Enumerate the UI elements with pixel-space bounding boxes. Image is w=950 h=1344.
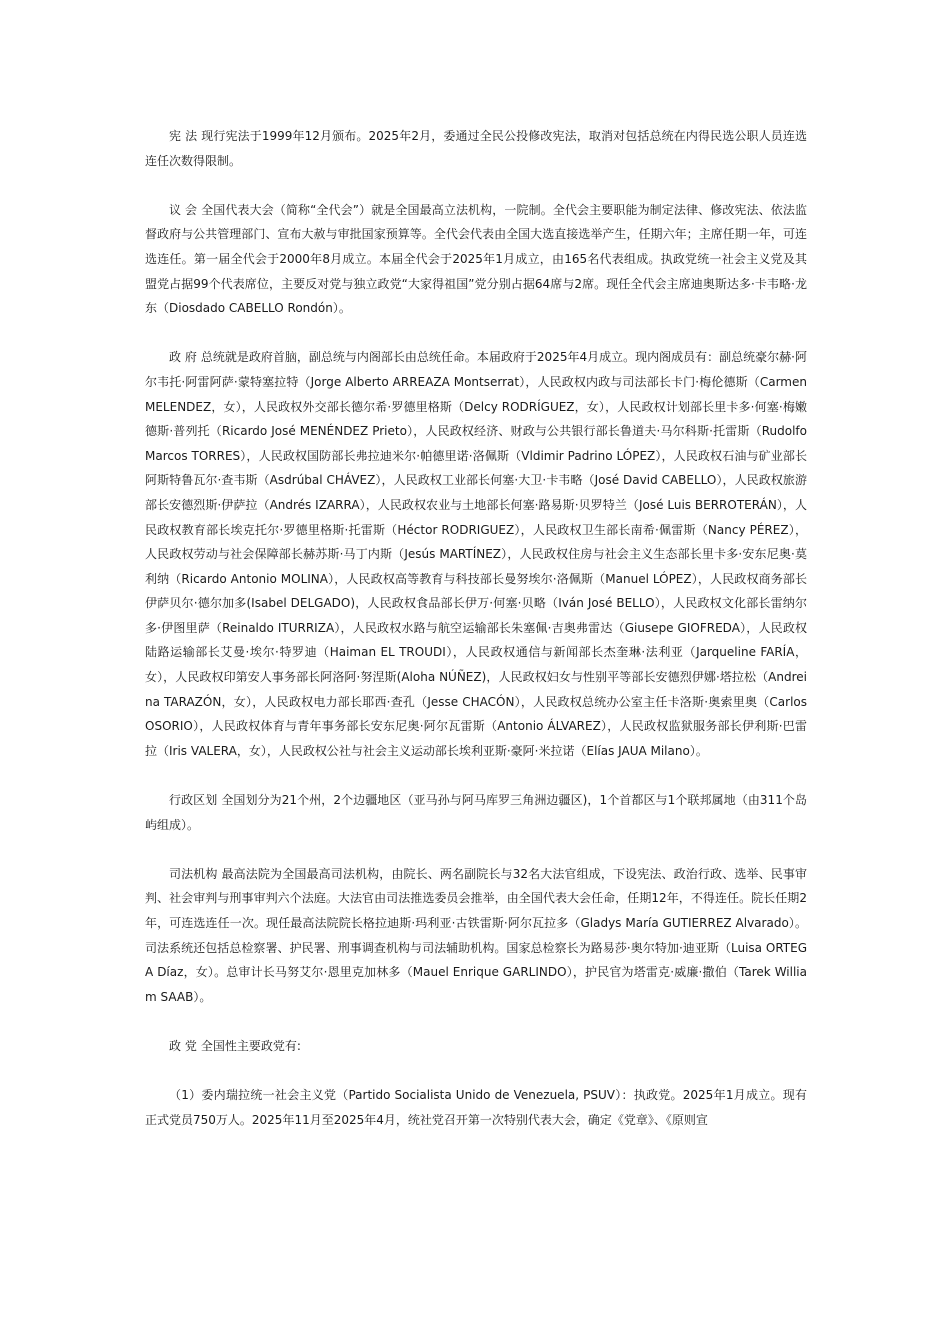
- section-heading: 司法机构: [169, 866, 218, 881]
- section-government: [145, 345, 807, 763]
- section-text: 全国划分为21个州，2个边疆地区（亚马孙与阿马库罗三角洲边疆区)，1个首都区与1个联邦属地（由311个岛屿组成）。: [145, 793, 807, 832]
- section-text: 全国代表大会（简称“全代会”）就是全国最高立法机构，一院制。全代会主要职能为制定法律、修改宪法、依法监督政府与公共管理部门、宣布大赦与审批国家预算等。全代会代表由全国大选直接选举产生，任期六年；主席任期一年，可连选连任。第一届全代会于2000年8月成立。本届全代会于2025年1月成立，由165名代表组成。执政党统一社会主义党及其盟党占据99个代表席位，主要反对党与独立政党“大家得祖国”党分别占据64席与2席。现任全代会主席迪奥斯达多·卡韦略·龙东（Diosdado CABELLO Rondón）。: [145, 202, 807, 316]
- section-text: 现行宪法于1999年12月颁布。2025年2月，委通过全民公投修改宪法，取消对包括总统在内得民选公职人员连选连任次数得限制。: [145, 129, 807, 168]
- section-heading: 政 党: [169, 1038, 197, 1053]
- section-text: 全国性主要政党有:: [200, 1038, 301, 1053]
- section-parliament: [145, 198, 807, 321]
- section-heading: 行政区划: [169, 793, 218, 808]
- document-body: [145, 124, 807, 1132]
- section-text: 总统就是政府首脑，副总统与内阁部长由总统任命。本届政府于2025年4月成立。现内阁成员有：副总统豪尔赫·阿尔韦托·阿雷阿萨·蒙特塞拉特（Jorge Alberto ARREAZA Montserrat），人民政权内政与司法部长卡门·梅伦德斯（Carmen MELENDEZ，女），人民政权外交部长德尔希·罗德里格斯（Delcy RODRÍGUEZ，女），人民政权计划部长里卡多·何塞·梅嫩德斯·普列托（Ricardo José MENÉNDEZ Prieto），人民政权经济、财政与公共银行部长鲁道夫·马尔科斯·托雷斯（Rudolfo Marcos TORRES），人民政权国防部长弗拉迪米尔·帕德里诺·洛佩斯（Vldimir Padrino LÓPEZ），人民政权石油与矿业部长阿斯特鲁瓦尔·查韦斯（Asdrúbal CHÁVEZ），人民政权工业部长何塞·大卫·卡韦略（José David CABELLO），人民政权旅游部长安德烈斯·伊萨拉（Andrés IZARRA），人民政权农业与土地部长何塞·路易斯·贝罗特兰（José Luis BERROTERÁN），人民政权教育部长埃克托尔·罗德里格斯·托雷斯（Héctor RODRIGUEZ），人民政权卫生部长南希·佩雷斯（Nancy PÉREZ），人民政权劳动与社会保障部长赫苏斯·马丁内斯（Jesús MARTÍNEZ），人民政权住房与社会主义生态部长里卡多·安东尼奥·莫利纳（Ricardo Antonio MOLINA），人民政权高等教育与科技部长曼努埃尔·洛佩斯（Manuel LÓPEZ），人民政权商务部长伊萨贝尔·德尔加多(Isabel DELGADO)，人民政权食品部长伊万·何塞·贝略（Iván José BELLO），人民政权文化部长雷纳尔多·伊图里萨（Reinaldo ITURRIZA），人民政权水路与航空运输部长朱塞佩·吉奥弗雷达（Giusepe GIOFREDA），人民政权陆路运输部长艾曼·埃尔·特罗迪（Haiman EL TROUDI），人民政权通信与新闻部长杰奎琳·法利亚（Jarqueline FARÍA，女），人民政权印第安人事务部长阿洛阿·努涅斯(Aloha NÚÑEZ)，人民政权妇女与性别平等部长安德烈伊娜·塔拉松（Andreina TARAZÓN，女），人民政权电力部长耶西·查孔（Jesse CHACÓN），人民政权总统办公室主任卡洛斯·奥索里奥（Carlos OSORIO），人民政权体育与青年事务部长安东尼奥·阿尔瓦雷斯（Antonio ÁLVAREZ），人民政权监狱服务部长伊利斯·巴雷拉（Iris VALERA，女），人民政权公社与社会主义运动部长埃利亚斯·豪阿·米拉诺（Elías JAUA Milano）。: [145, 350, 807, 758]
- section-psuv: [145, 1083, 807, 1132]
- section-text: 最高法院为全国最高司法机构，由院长、两名副院长与32名大法官组成，下设宪法、政治行政、选举、民事审判、社会审判与刑事审判六个法庭。大法官由司法推选委员会推举，由全国代表大会任命，任期12年，不得连任。院长任期2年，可连选连任一次。现任最高法院院长格拉迪斯·玛利亚·古铁雷斯·阿尔瓦拉多（Gladys María GUTIERREZ Alvarado）。司法系统还包括总检察署、护民署、刑事调查机构与司法辅助机构。国家总检察长为路易莎·奥尔特加·迪亚斯（Luisa ORTEGA Díaz，女）。总审计长马努艾尔·恩里克加林多（Mauel Enrique GARLINDO），护民官为塔雷克·威廉·撒伯（Tarek William SAAB）。: [145, 866, 807, 1004]
- section-constitution: [145, 124, 807, 173]
- section-text: （1）委内瑞拉统一社会主义党（Partido Socialista Unido de Venezuela, PSUV）：执政党。2025年1月成立。现有正式党员750万人。2025年11月至2025年4月，统社党召开第一次特别代表大会，确定《党章》、《原则宣: [145, 1088, 807, 1127]
- section-parties: [145, 1034, 807, 1059]
- section-administrative-divisions: [145, 788, 807, 837]
- section-heading: 政 府: [169, 350, 197, 365]
- section-judiciary: [145, 862, 807, 1010]
- section-heading: 议 会: [169, 202, 198, 217]
- section-heading: 宪 法: [169, 129, 198, 143]
